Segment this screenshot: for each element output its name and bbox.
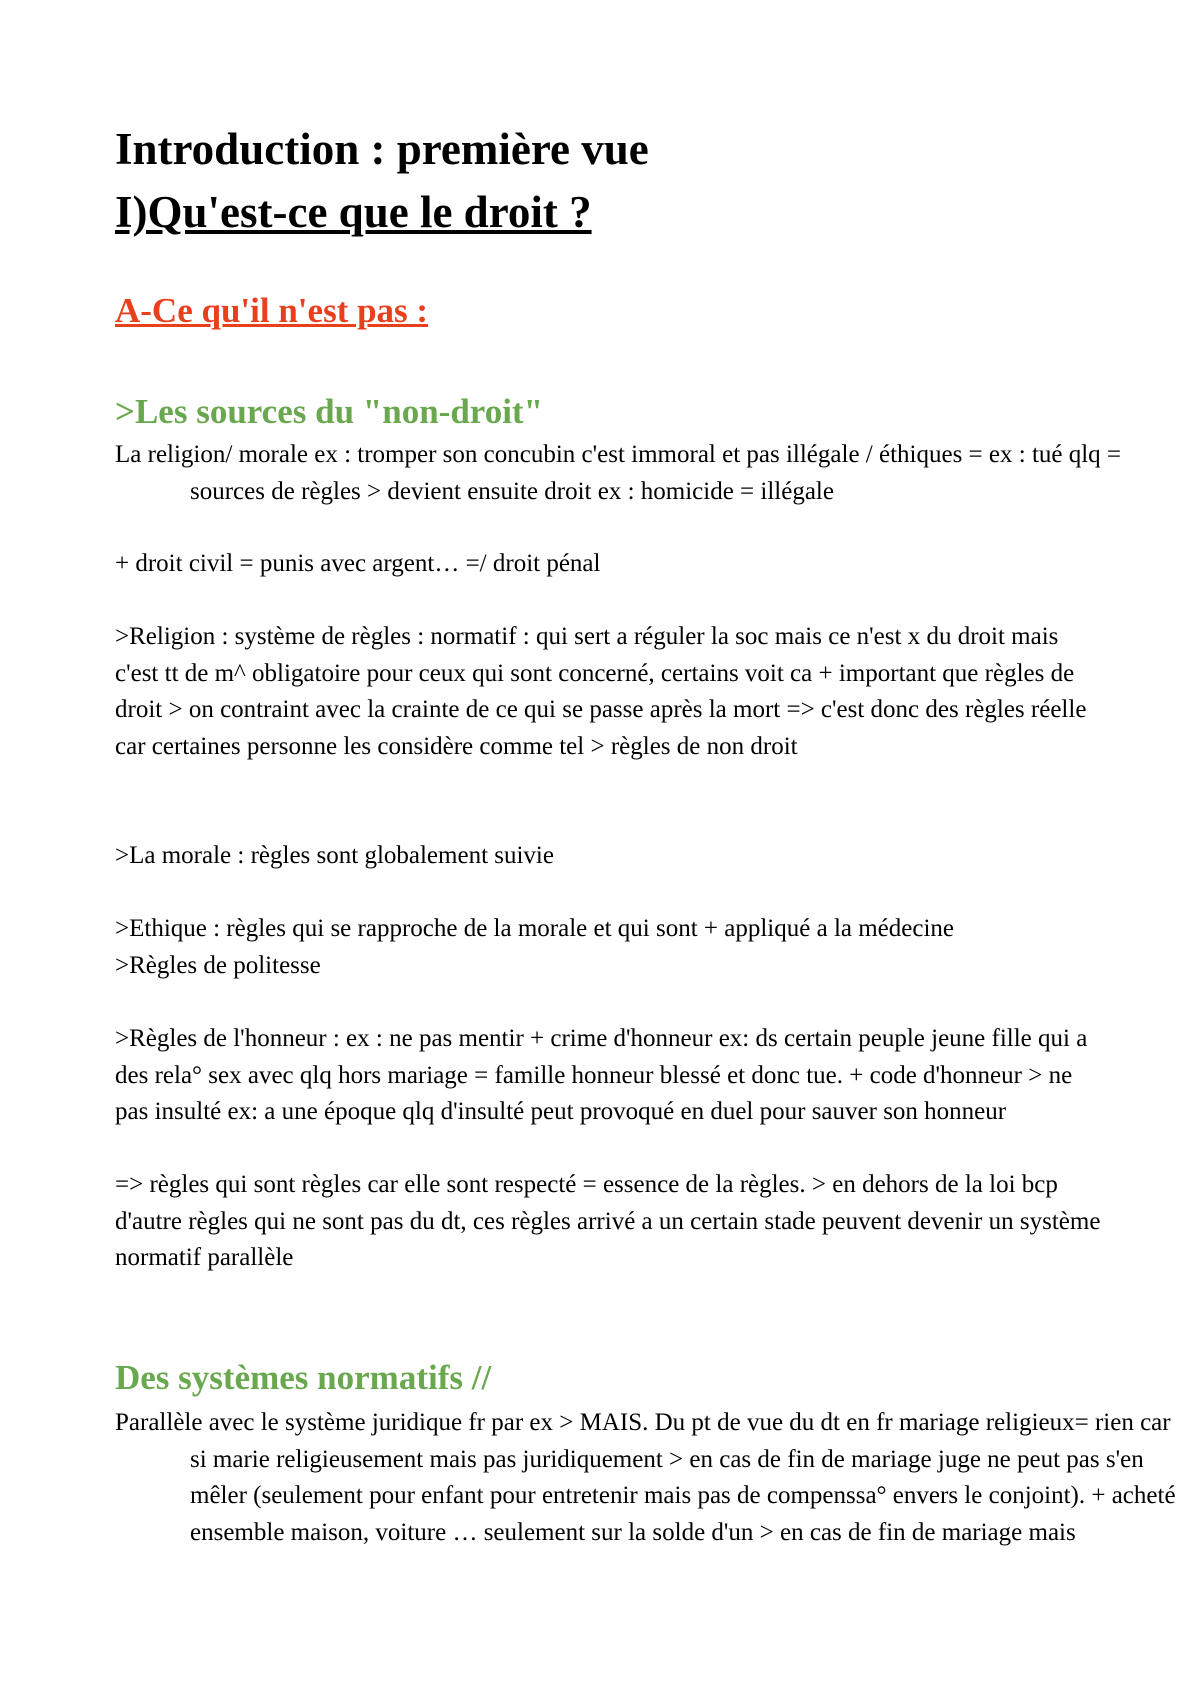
subheading-systemes-normatifs: Des systèmes normatifs // [115, 1358, 492, 1397]
paragraph-essence-regles: => règles qui sont règles car elle sont respecté = essence de la règles. > en dehors de la loi bcp d'autre règles qui ne sont pas du dt, ces règles arrivé a un certain stade peuvent devenir un système normatif parallèle [115, 1171, 1101, 1271]
paragraph-honneur: >Règles de l'honneur : ex : ne pas mentir + crime d'honneur ex: ds certain peuple jeune fille qui a des rela° sex avec qlq hors mariage = famille honneur blessé et donc tue. + code d'honneur > ne pas insulté ex: a une époque qlq d'insulté peut provoqué en duel pour sauver son honneur [115, 1025, 1088, 1125]
paragraph-religion: >Religion : système de règles : normatif : qui sert a réguler la soc mais ce n'est x du droit mais c'est tt de m^ obligatoire pour ceux qui sont concerné, certains voit ca + important que règles de droit > on contraint avec la crainte de ce qui se passe après la mort => c'est donc des règles réelle car certaines personne les considère comme tel > règles de non droit [115, 623, 1087, 760]
subheading-sources-non-droit: >Les sources du "non-droit" [115, 392, 543, 431]
section-heading-1: I)Qu'est-ce que le droit ? [115, 187, 592, 237]
paragraph-politesse: >Règles de politesse [115, 952, 321, 979]
paragraph-ethique: >Ethique : règles qui se rapproche de la morale et qui sont + appliqué a la médecine [115, 915, 955, 942]
document-title-block [115, 118, 1105, 244]
paragraph-religion-morale: La religion/ morale ex : tromper son concubin c'est immoral et pas illégale / éthiques = ex : tué qlq = sources de règles > devient ensuite droit ex : homicide = illégale [115, 441, 1122, 505]
section-heading-a: A-Ce qu'il n'est pas : [115, 291, 429, 330]
paragraph-parallele: Parallèle avec le système juridique fr par ex > MAIS. Du pt de vue du dt en fr mariage religieux= rien car si marie religieusement mais pas juridiquement > en cas de fin de mariage juge ne peut pas s'en mêler (seulement pour enfant pour entretenir mais pas de compenssa° envers le conjoint). + acheté ensemble maison, voiture … seulement sur la solde d'un > en cas de fin de mariage mais [115, 1409, 1176, 1546]
paragraph-morale: >La morale : règles sont globalement suivie [115, 842, 554, 869]
paragraph-droit-civil: + droit civil = punis avec argent… =/ droit pénal [115, 550, 601, 577]
document-title: Introduction : première vue [115, 124, 649, 174]
